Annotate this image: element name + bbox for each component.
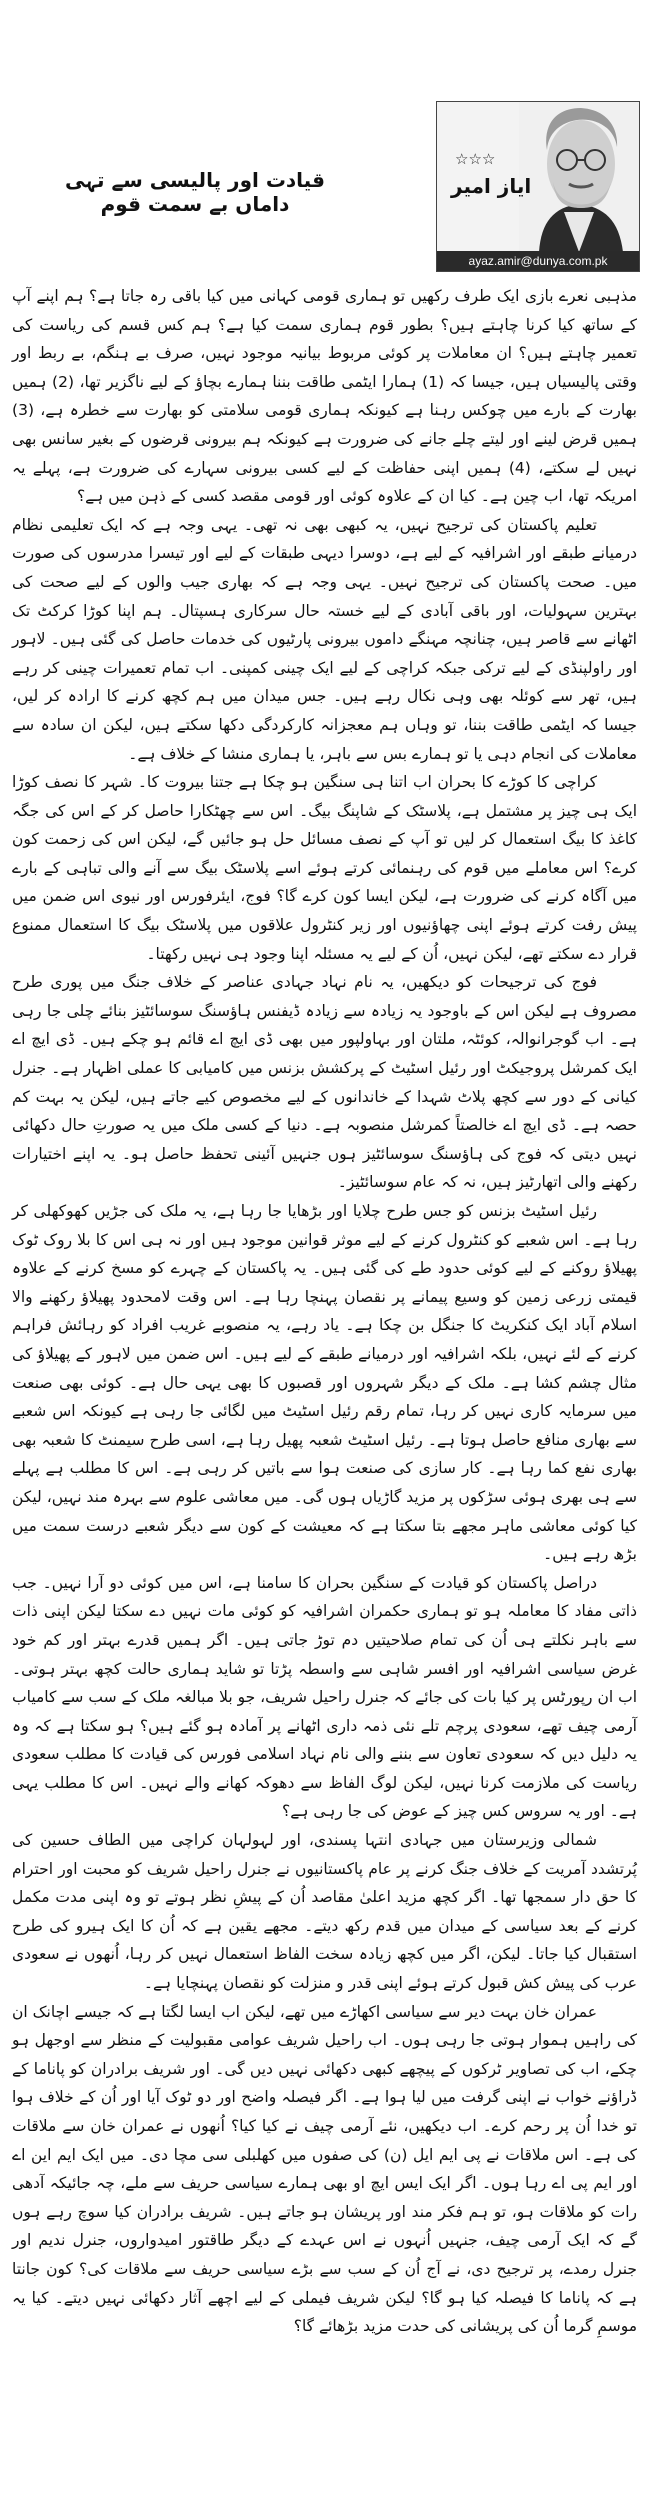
paragraph: تعلیم پاکستان کی ترجیح نہیں، یہ کبھی بھی نہ تھی۔ یہی وجہ ہے کہ ایک تعلیمی نظام درمیانے طبقے اور اشرافیہ کے لیے ہے، دوسرا دیہی طبقات کے لیے اور تیسرا مدرسوں کی صورت میں۔ صحت پاکستان کی ترجیح نہیں۔ یہی وجہ ہے کہ بھاری جیب والوں کے لیے صحت کی بہترین سہولیات، اور باقی آبادی کے لیے خستہ حال سرکاری ہسپتال۔ ہم اپنا کوڑا کرکٹ تک اٹھانے سے قاصر ہیں، چنانچہ مہنگے داموں بیرونی پارٹیوں کی خدمات حاصل کی گئی ہیں۔ لاہور اور راولپنڈی کے لیے ترکی جبکہ کراچی کے لیے ایک چینی کمپنی۔ اب تمام تعمیرات چینی کر رہے ہیں، تھر سے کوئلہ بھی وہی نکال رہے ہیں۔ جس میدان میں ہم کچھ کرنے کا ارادہ کر لیں، جیسا کہ ایٹمی طاقت بننا، تو وہاں ہم معجزانہ کارکردگی دکھا سکتے ہیں، لیکن ان سادہ سے معاملات کی انجام دہی یا تو ہمارے بس سے باہر، یا ہماری منشا کے خلاف ہے۔ xyxy=(12,515,637,763)
article-body xyxy=(12,282,637,2341)
paragraph: رئیل اسٹیٹ بزنس کو جس طرح چلایا اور بڑھایا جا رہا ہے، یہ ملک کی جڑیں کھوکھلی کر رہا ہے۔ اس شعبے کو کنٹرول کرنے کے لیے موثر قوانین موجود ہیں اور نہ ہی اس کا بلا روک ٹوک پھیلاؤ روکنے کے لیے کوئی حدود طے کی گئی ہیں۔ یہ پاکستان کے چہرے کو مسخ کرنے کے علاوہ قیمتی زرعی زمین کو وسیع پیمانے پر نقصان پہنچا رہا ہے۔ اس وقت لامحدود پھیلاؤ رکھنے والا اسلام آباد ایک کنکریٹ کا جنگل بن چکا ہے۔ یاد رہے، یہ منصوبے غریب افراد کو رہائش فراہم کرنے کے لئے نہیں، بلکہ اشرافیہ اور درمیانے طبقے کے لیے ہیں۔ اس ضمن میں لاہور کے پھیلاؤ کی مثال چشم کشا ہے۔ ملک کے دیگر شہروں اور قصبوں کا بھی یہی حال ہے۔ کوئی بھی صنعت میں سرمایہ کاری نہیں کر رہا، تمام رقم رئیل اسٹیٹ میں لگائی جا رہی ہے کیونکہ اس شعبے سے بھاری منافع حاصل ہوتا ہے۔ رئیل اسٹیٹ شعبہ پھیل رہا ہے، اسی طرح سیمنٹ کا شعبہ بھی بھاری نفع کما رہا ہے۔ کار سازی کی صنعت ہوا سے باتیں کر رہی ہے۔ اس کا مطلب ہے پہلے سے ہی بھری ہوئی سڑکوں پر مزید گاڑیاں ہوں گی۔ میں معاشی علوم سے بہرہ مند نہیں، لیکن کیا کوئی معاشی ماہر مجھے بتا سکتا ہے کہ معیشت کے کون سے دیگر شعبے درست سمت میں بڑھ رہے ہیں۔ xyxy=(12,1202,637,1564)
author-portrait xyxy=(519,102,639,252)
author-box xyxy=(436,101,640,272)
paragraph: کراچی کا کوڑے کا بحران اب اتنا ہی سنگین ہو چکا ہے جتنا بیروت کا۔ شہر کا نصف کوڑا ایک ہی چیز پر مشتمل ہے، پلاسٹک کے شاپنگ بیگ۔ اس سے چھٹکارا حاصل کر کے اس کی جگہ کاغذ کا بیگ استعمال کر لیں تو آپ کے نصف مسائل حل ہو جائیں گے، لیکن اس کی زحمت کون کرے؟ اس معاملے میں قوم کی رہنمائی کرتے ہوئے اسے پلاسٹک بیگ سے آنے والی تباہی کے بارے میں آگاہ کرنے کی ضرورت ہے، لیکن ایسا کون کرے گا؟ فوج، ایئرفورس اور نیوی اس ضمن میں پیش رفت کرتے ہوئے اپنی چھاؤنیوں اور زیر کنٹرول علاقوں میں پلاسٹک بیگ کا استعمال ممنوع قرار دے سکتے تھے، لیکن نہیں، اُن کے لیے یہ مسئلہ اپنا وجود ہی نہیں رکھتا۔ xyxy=(12,773,637,963)
rating-stars-icon: ☆☆☆ xyxy=(455,150,496,168)
article-title: قیادت اور پالیسی سے تہی داماں بے سمت قوم xyxy=(65,168,325,216)
paragraph: دراصل پاکستان کو قیادت کے سنگین بحران کا سامنا ہے، اس میں کوئی دو آرا نہیں۔ جب ذاتی مفاد کا معاملہ ہو تو ہماری حکمران اشرافیہ کو کوئی مات نہیں دے سکتا لیکن اپنی ذات سے باہر نکلتے ہی اُن کی تمام صلاحیتیں دم توڑ جاتی ہیں۔ اگر ہمیں قدرے بہتر اور کم خود غرض سیاسی اشرافیہ اور افسر شاہی سے واسطہ پڑتا تو شاید ہماری حالت کچھ بہتر ہوتی۔ اب ان رپورٹس پر کیا بات کی جائے کہ جنرل راحیل شریف، جو بلا مبالغہ ملک کے سب سے کامیاب آرمی چیف تھے، سعودی پرچم تلے نئی ذمہ داری اٹھانے پر آمادہ ہو گئے ہیں؟ ہو سکتا ہے کہ وہ یہ دلیل دیں کہ سعودی تعاون سے بننے والی نام نہاد اسلامی فورس کی قیادت کا مطلب سعودی ریاست کی ملازمت کرنا نہیں، لیکن لوگ الفاظ سے دھوکہ کھانے والے نہیں۔ اس کا مطلب یہی ہے۔ اور یہ سروس کس چیز کے عوض کی جا رہی ہے؟ xyxy=(12,1573,637,1821)
paragraph: عمران خان بہت دیر سے سیاسی اکھاڑے میں تھے، لیکن اب ایسا لگتا ہے کہ جیسے اچانک ان کی راہیں ہموار ہوتی جا رہی ہوں۔ اب راحیل شریف عوامی مقبولیت کے منظر سے اوجھل ہو چکے، اب کی تصاویر ٹرکوں کے پیچھے کبھی دکھائی نہیں دیں گی۔ اور شریف برادران کو پاناما کے ڈراؤنے خواب نے اپنی گرفت میں لیا ہوا ہے۔ اگر فیصلہ واضح اور دو ٹوک آیا اور اُن کے خلاف ہوا تو خدا اُن پر رحم کرے۔ اب دیکھیں، نئے آرمی چیف نے کیا کیا؟ اُنھوں نے عمران خان سے ملاقات کی ہے۔ اس ملاقات نے پی ایم ایل (ن) کی صفوں میں کھلبلی سی مچا دی۔ میں ایک ایم این اے اور ایم پی اے رہا ہوں۔ اگر ایک ایس ایچ او بھی ہمارے سیاسی حریف سے ملے، چہ جائیکہ آدھی رات کو ملاقات ہو، تو ہم فکر مند اور پریشان ہو جاتے ہیں۔ شریف برادران کیا سوچ رہے ہوں گے کہ ایک آرمی چیف، جنہیں اُنہوں نے اس عہدے کے دیگر طاقتور امیدواروں، جنرل ندیم اور جنرل رمدے، پر ترجیح دی، نے آج اُن کے سب سے بڑے سیاسی حریف سے ملاقات کی؟ کون جانتا ہے کہ پاناما کا فیصلہ کیا ہو گا؟ لیکن شریف فیملی کے لیے اچھے آثار دکھائی نہیں دیتے۔ کیا یہ موسمِ گرما اُن کی پریشانی کی حدت مزید بڑھائے گا؟ xyxy=(12,2002,637,2336)
paragraph: مذہبی نعرے بازی ایک طرف رکھیں تو ہماری قومی کہانی میں کیا باقی رہ جاتا ہے؟ ہم اپنے آپ کے ساتھ کیا کرنا چاہتے ہیں؟ بطور قوم ہماری سمت کیا ہے؟ ہم کس قسم کی ریاست کی تعمیر چاہتے ہیں؟ ان معاملات پر کوئی مربوط بیانیہ موجود نہیں، صرف بے ہنگم، بے ربط اور وقتی پالیسیاں ہیں، جیسا کہ (1) ہمارا ایٹمی طاقت بننا ہمارے بچاؤ کے لیے ناگزیر تھا، (2) ہمیں بھارت کے بارے میں چوکس رہنا ہے کیونکہ ہماری قومی سلامتی کو بھارت سے خطرہ ہے، (3) ہمیں قرض لینے اور لیتے چلے جانے کی ضرورت ہے کیونکہ ہم بیرونی قرضوں کے بغیر سانس بھی نہیں لے سکتے، (4) ہمیں اپنی حفاظت کے لیے کسی بیرونی سہارے کی ضرورت ہے، پہلے یہ امریکہ تھا، اب چین ہے۔ کیا ان کے علاوہ کوئی اور قومی مقصد کسی کے ذہن میں ہے؟ xyxy=(12,287,637,506)
author-email[interactable]: ayaz.amir@dunya.com.pk xyxy=(437,251,639,271)
paragraph: فوج کی ترجیحات کو دیکھیں، یہ نام نہاد جہادی عناصر کے خلاف جنگ میں پوری طرح مصروف ہے لیکن اس کے باوجود یہ زیادہ سے زیادہ ڈیفنس ہاؤسنگ سوسائٹیز بنائے چلی جا رہی ہے۔ اب گوجرانوالہ، کوئٹہ، ملتان اور بہاولپور میں بھی ڈی ایچ اے قائم ہو چکے ہیں۔ ڈی ایچ اے ایک کمرشل پروجیکٹ اور رئیل اسٹیٹ کے پرکشش بزنس میں کامیابی کا عملی اظہار ہے۔ جنرل کیانی کے دور سے کچھ پلاٹ شہدا کے خاندانوں کے لیے مخصوص کیے جاتے ہیں، لیکن یہ بہت کم حصہ ہے۔ ڈی ایچ اے خالصتاً کمرشل منصوبہ ہے۔ دنیا کے کسی ملک میں یہ صورتِ حال دکھائی نہیں دیتی کہ فوج کی ہاؤسنگ سوسائٹیز ہوں جنہیں آئینی تحفظ حاصل ہو۔ یہ اپنے اختیارات رکھنے والی اتھارٹیز ہیں، نہ کہ عام سوسائٹیز۔ xyxy=(12,973,637,1192)
author-name: ایاز امیر xyxy=(451,174,532,198)
column-header xyxy=(0,0,650,280)
paragraph: شمالی وزیرستان میں جہادی انتہا پسندی، اور لہولہان کراچی میں الطاف حسین کی پُرتشدد آمریت کے خلاف جنگ کرنے پر عام پاکستانیوں نے جنرل راحیل شریف کو محبت اور احترام کا حق دار سمجھا تھا۔ اگر کچھ مزید اعلیٰ مقاصد اُن کے پیشِ نظر ہوتے تو وہ اپنی مدت مکمل کرنے کے بعد سیاسی کے میدان میں قدم رکھ دیتے۔ مجھے یقین ہے کہ اُن کا ایک ہیرو کی طرح استقبال کیا جاتا۔ لیکن، اگر میں کچھ زیادہ سخت الفاظ استعمال نہیں کر رہا، اُنھوں نے سعودی عرب کی پیش کش قبول کرتے ہوئے اپنی قدر و منزلت کو نقصان پہنچایا ہے۔ xyxy=(12,1831,637,1993)
